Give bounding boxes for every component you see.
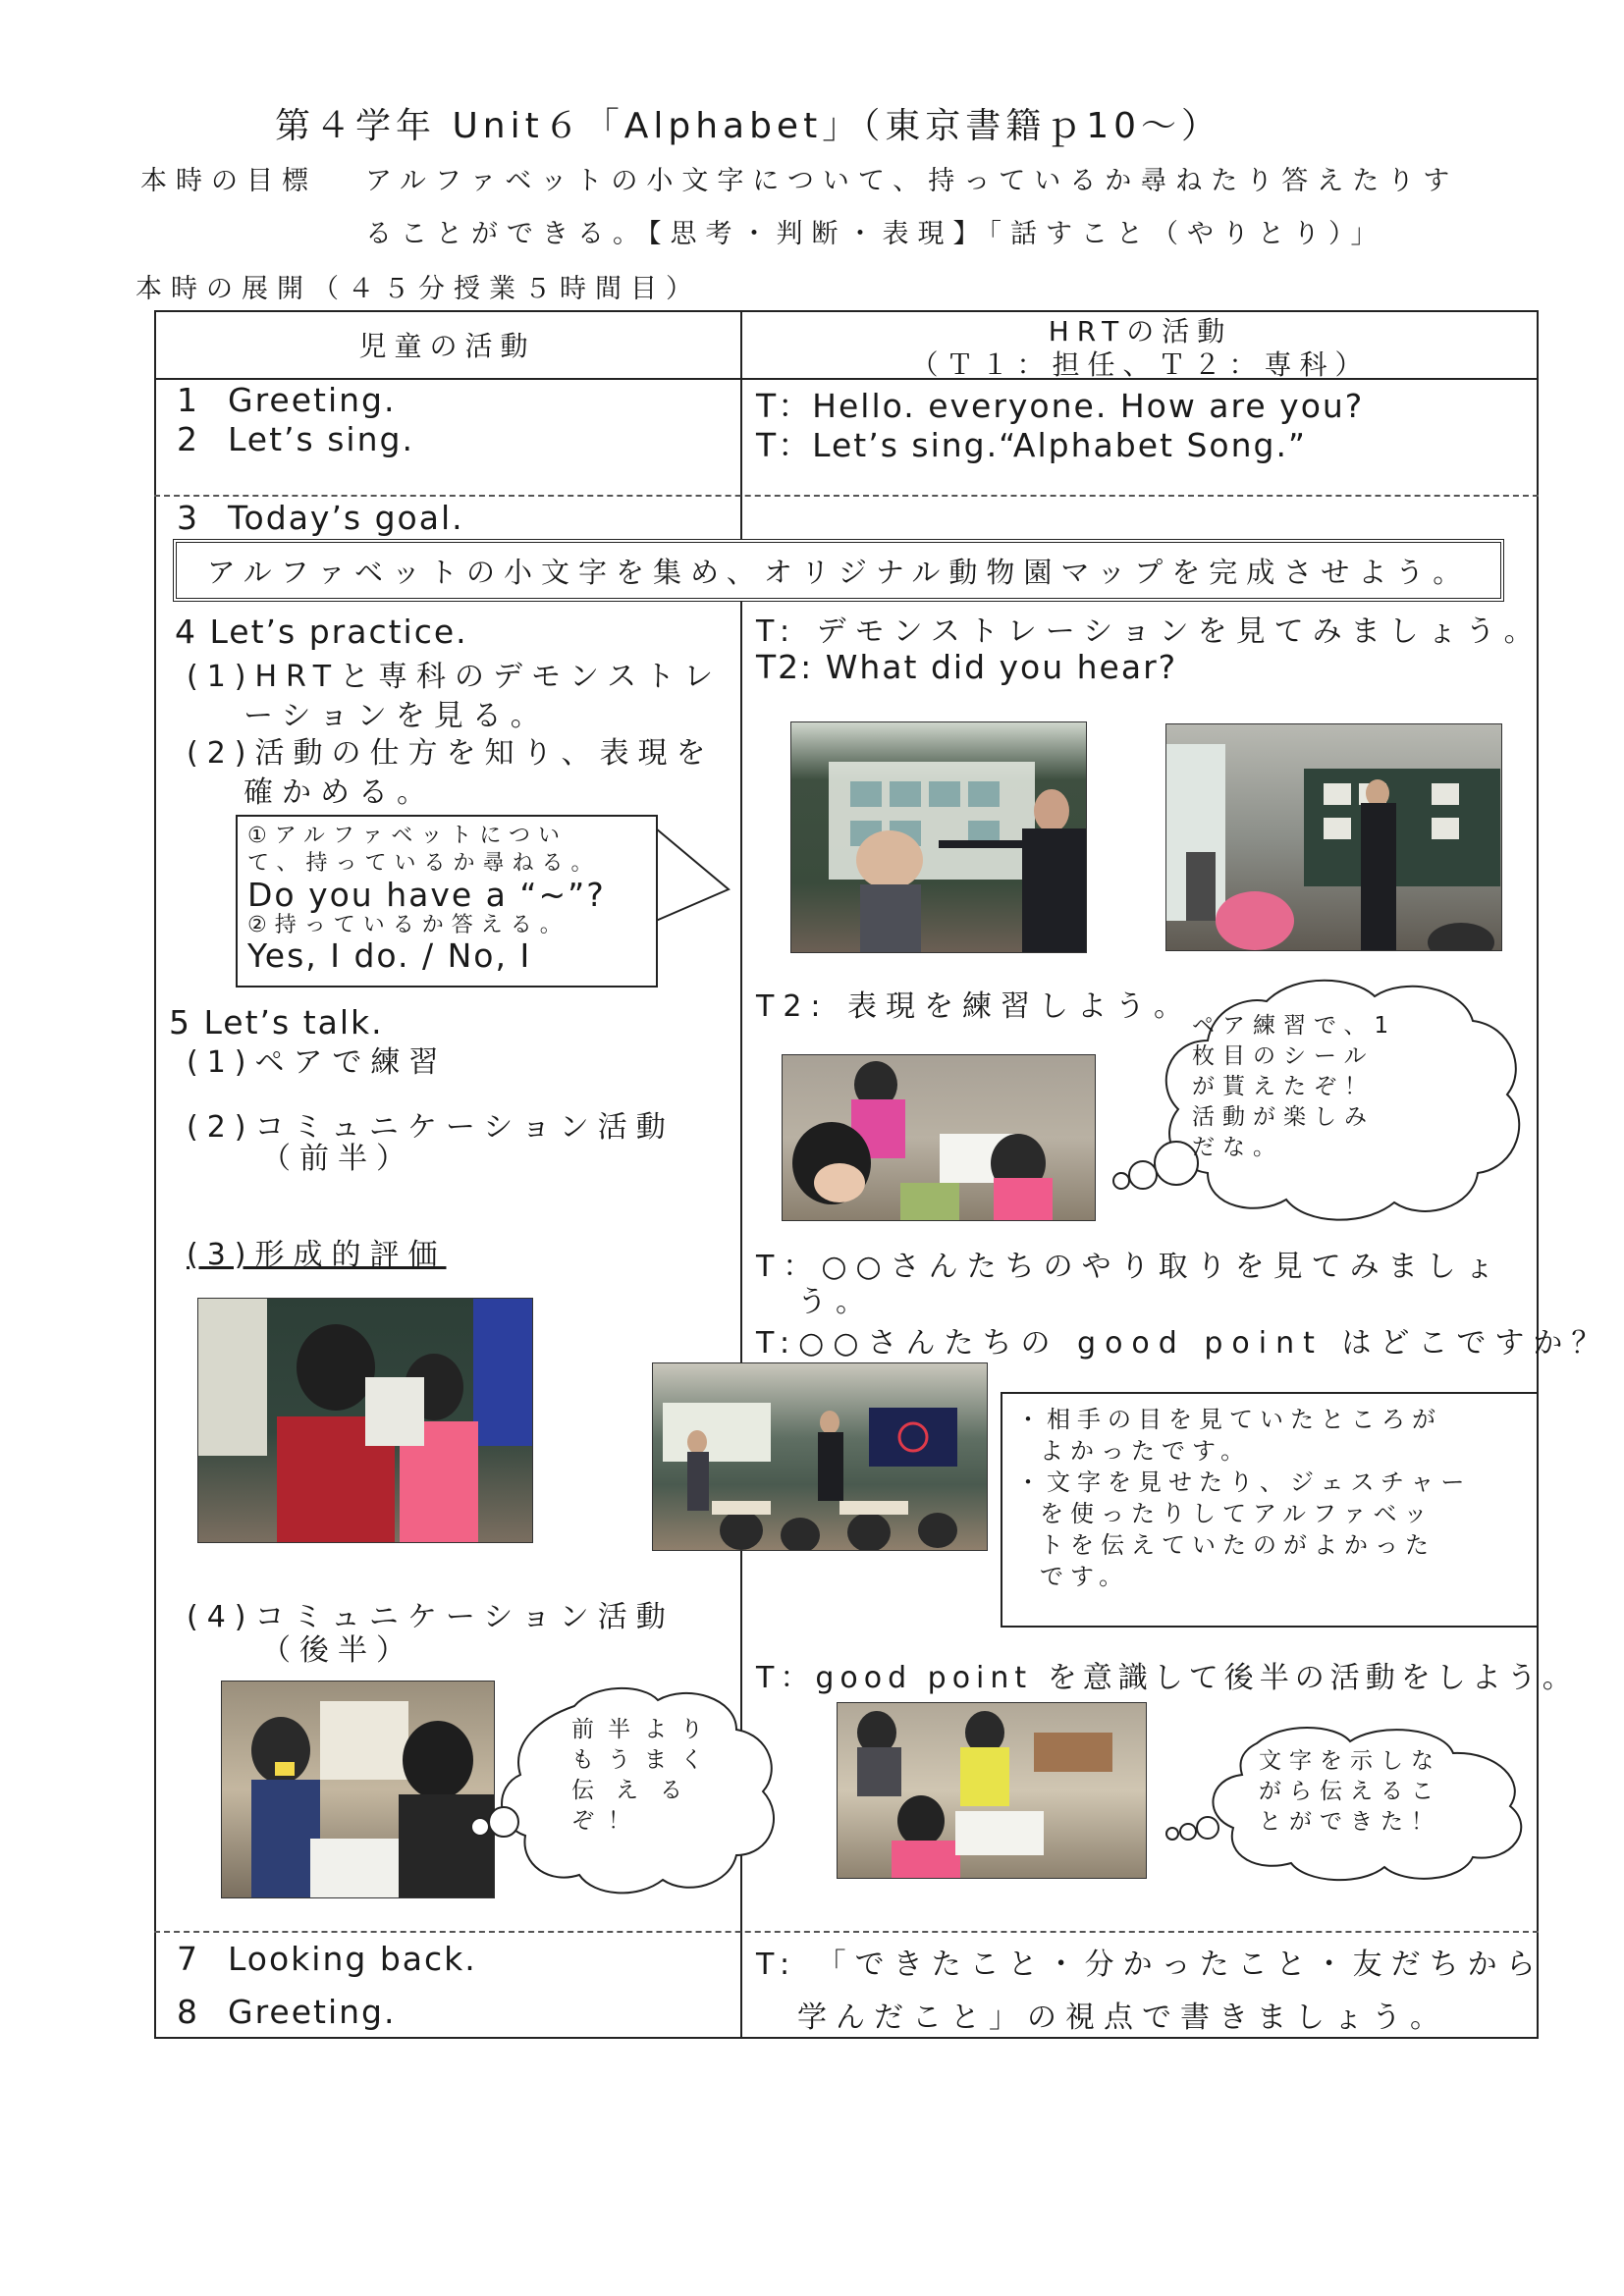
cloud2-line: もうまく: [571, 1747, 717, 1773]
todays-goal-box: アルファベットの小文字を集め、オリジナル動物園マップを完成させよう。: [173, 539, 1504, 602]
cloud2-line: 伝える: [571, 1778, 704, 1803]
row-practice: 4 Let’s practice.: [175, 613, 468, 651]
classroom-photo: [652, 1362, 988, 1551]
cloud3-line: とができた！: [1259, 1809, 1441, 1835]
demo-photo-1: [790, 721, 1087, 953]
teacher-second-half: T：good point を意識して後半の活動をしよう。: [756, 1661, 1578, 1695]
practice-step2-cont: 確かめる。: [244, 775, 435, 810]
teacher-demo: T: デモンストレーションを見てみましょう。: [756, 614, 1543, 649]
teacher-what-did-you-hear: T2: What did you hear?: [756, 648, 1178, 686]
talk-step2: (2)コミュニケーション活動: [187, 1110, 675, 1145]
speech-question: Do you have a “~”?: [247, 876, 606, 914]
goal-text-line2: ることができる。【思考・判断・表現】「話すこと（やりとり）」: [365, 219, 1386, 249]
teacher-reflection-cont: 学んだこと」の視点で書きましょう。: [797, 2001, 1448, 2035]
cloud1-line: だな。: [1192, 1135, 1283, 1160]
good-point-item-cont: よかったです。: [1040, 1437, 1252, 1465]
good-point-item-cont: トを伝えていたのがよかった: [1040, 1531, 1435, 1559]
speech-line: ①アルファベットについ: [247, 824, 568, 848]
teacher-hello: T：Hello. everyone. How are you?: [756, 387, 1365, 425]
cloud1-line: ペア練習で、1: [1192, 1013, 1397, 1039]
cloud2-line: ぞ！: [571, 1808, 644, 1834]
formative-photo: [197, 1298, 533, 1543]
page-title: 第４学年 Unit６「Alphabet」（東京書籍ｐ10～）: [275, 106, 1222, 146]
good-point-item-cont: を使ったりしてアルファベッ: [1040, 1500, 1435, 1527]
teacher-practice: T2: 表現を練習しよう。: [756, 989, 1193, 1024]
cloud3-line: 文字を示しな: [1259, 1748, 1441, 1774]
row-number: 7: [177, 1940, 199, 1978]
pair-practice-photo: [782, 1054, 1096, 1221]
row-divider: [154, 1931, 1539, 1933]
talk-step2-cont: （前半）: [261, 1142, 414, 1176]
goal-text-line1: アルファベットの小文字について、持っているか尋ねたり答えたりす: [365, 166, 1459, 196]
row-greeting: Greeting.: [228, 381, 397, 419]
talk-step3-formative: (3)形成的評価: [187, 1238, 447, 1272]
row-number: 2: [177, 420, 199, 458]
cloud1-line: 枚目のシール: [1192, 1043, 1375, 1069]
row-looking-back: Looking back.: [228, 1940, 477, 1978]
cloud1-line: 活動が楽しみ: [1192, 1104, 1375, 1130]
cloud2-line: 前半より: [571, 1717, 717, 1742]
col-header-hrt: HRTの活動: [1048, 315, 1233, 347]
teacher-watch: T：○○さんたちのやり取りを見てみましょ: [756, 1250, 1503, 1284]
practice-step2: (2)活動の仕方を知り、表現を: [187, 736, 715, 771]
good-point-item-cont: です。: [1040, 1563, 1130, 1590]
speech-line: て、持っているか尋ねる。: [247, 851, 601, 876]
practice-step1: (1)HRTと専科のデモンストレ: [187, 660, 723, 694]
row-lets-talk: 5 Let’s talk.: [169, 1003, 384, 1041]
practice-step1-cont: ーションを見る。: [244, 699, 549, 733]
teacher-watch-cont: う。: [797, 1285, 874, 1319]
lesson-outline-label: 本時の展開（４５分授業５時間目）: [135, 274, 701, 304]
row-number: 8: [177, 1993, 199, 2031]
teacher-reflection: T: 「できたこと・分かったこと・友だちから: [756, 1948, 1544, 1982]
speech-line: ②持っているか答える。: [247, 913, 569, 937]
col-header-children: 児童の活動: [358, 330, 536, 362]
second-half-photo-2: [837, 1702, 1147, 1879]
talk-step4: (4)コミュニケーション活動: [187, 1600, 675, 1634]
col-header-hrt-sub: （Ｔ１：担任、Ｔ２：専科）: [910, 348, 1371, 381]
talk-step4-cont: （後半）: [261, 1633, 414, 1668]
good-point-item: ・文字を見せたり、ジェスチャー: [1016, 1468, 1472, 1496]
teacher-good-point-question: T:○○さんたちの good point はどこですか？: [756, 1326, 1610, 1361]
expression-speech-bubble: [236, 815, 658, 988]
second-half-photo-1: [221, 1681, 495, 1898]
row-divider: [154, 495, 1539, 497]
good-point-feedback-box: [1001, 1392, 1539, 1628]
row-todays-goal: Today’s goal.: [228, 499, 464, 537]
good-point-item: ・相手の目を見ていたところが: [1016, 1406, 1442, 1433]
speech-tail: [648, 823, 736, 931]
speech-answer: Yes, I do. / No, I: [247, 936, 532, 975]
cloud1-line: が貰えたぞ！: [1192, 1074, 1375, 1099]
talk-step1: (1)ペアで練習: [187, 1045, 448, 1080]
row-greeting-end: Greeting.: [228, 1993, 397, 2031]
row-sing: Let’s sing.: [228, 420, 414, 458]
cloud3-line: がら伝えるこ: [1259, 1779, 1441, 1804]
goal-label: 本時の目標: [140, 166, 317, 196]
row-number: 3: [177, 499, 199, 537]
demo-photo-2: [1165, 723, 1502, 951]
teacher-sing: T：Let’s sing.“Alphabet Song.”: [756, 426, 1308, 464]
row-number: 1: [177, 381, 199, 419]
